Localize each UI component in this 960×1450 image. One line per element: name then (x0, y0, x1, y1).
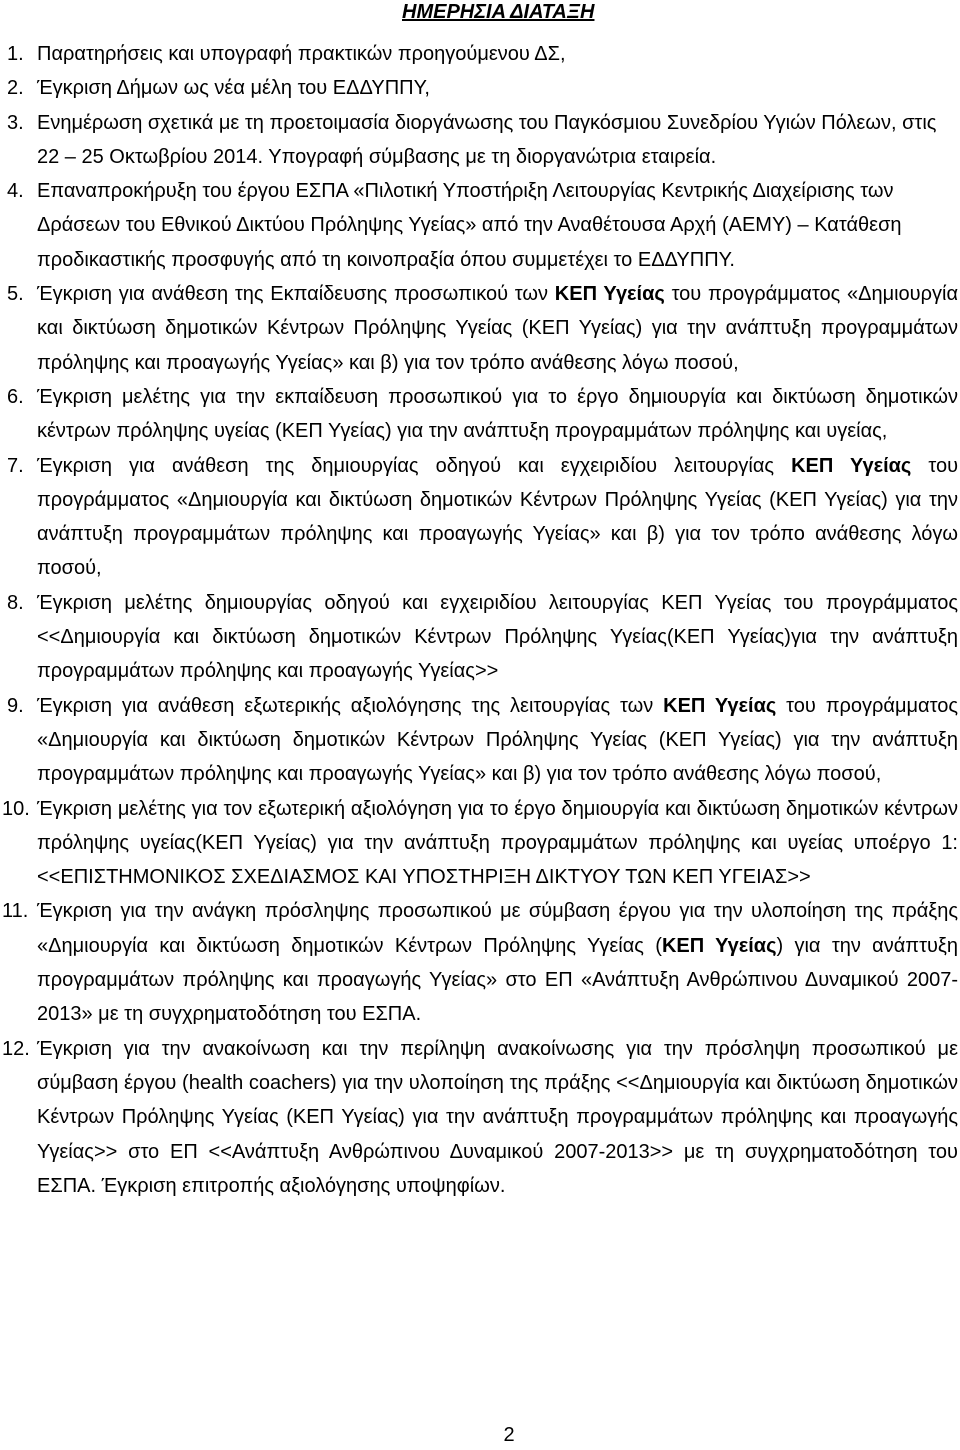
agenda-item-text-part: Ενημέρωση σχετικά με τη προετοιμασία διοργάνωσης του Παγκόσμιου Συνεδρίου Υγιών Πόλεων, στις 22 – 25 Οκτωβρίου 2014. Υπογραφή σύμβασης με τη διοργανώτρια εταιρεία. (37, 111, 937, 168)
kep-health-emphasis: ΚΕΠ Υγείας (661, 934, 777, 957)
agenda-item-text-part: Έγκριση για ανάθεση της Εκπαίδευσης προσωπικού των (37, 283, 555, 306)
agenda-title: ΗΜΕΡΗΣΙΑ ΔΙΑΤΑΞΗ (402, 1, 595, 23)
agenda-item-number: 12. (2, 1037, 30, 1060)
agenda-item-2 (0, 71, 958, 105)
agenda-list (0, 37, 958, 1203)
agenda-item-text (37, 174, 958, 277)
agenda-item-text-part: Έγκριση για την ανάγκη πρόσληψης προσωπικού με σύμβαση έργου για την υλοποίηση της πράξης «Δημιουργία και δικτύωση δημοτικών Κέντρων Πρόληψης Υγείας ( (37, 900, 958, 957)
agenda-item-number: 4. (7, 180, 24, 203)
agenda-item-7 (0, 449, 958, 586)
agenda-item-5 (0, 277, 958, 380)
kep-health-emphasis: ΚΕΠ Υγείας (791, 454, 912, 477)
kep-health-emphasis: ΚΕΠ Υγείας (554, 283, 665, 306)
agenda-item-text (37, 380, 958, 449)
agenda-item-8 (0, 586, 958, 689)
page-number: 2 (503, 1424, 515, 1446)
agenda-item-number: 10. (2, 797, 30, 820)
kep-health-emphasis: ΚΕΠ Υγείας (663, 694, 777, 717)
agenda-item-text (37, 277, 958, 380)
agenda-item-9 (0, 689, 958, 792)
agenda-item-text-part: Έγκριση για ανάθεση της δημιουργίας οδηγού και εγχειριδίου λειτουργίας (37, 454, 792, 477)
agenda-item-text-part: ) για την ανάπτυξη προγραμμάτων πρόληψης και προαγωγής Υγείας» στο ΕΠ «Ανάπτυξη Ανθρώπινου Δυναμικού 2007-2013» με τη συγχρηματοδότηση του ΕΣΠΑ. (37, 934, 958, 1026)
agenda-item-number: 6. (7, 385, 24, 408)
agenda-item-text-part: του προγράμματος «Δημιουργία και δικτύωση δημοτικών Κέντρων Πρόληψης Υγείας (ΚΕΠ Υγείας) για την ανάπτυξη προγραμμάτων πρόληψης και προαγωγής Υγείας» και β) για τον τρόπο ανάθεσης λόγω ποσού, (37, 283, 959, 374)
agenda-item-11 (0, 894, 958, 1031)
agenda-item-12 (0, 1032, 958, 1203)
agenda-item-6 (0, 380, 958, 449)
agenda-item-text (37, 71, 958, 105)
agenda-item-1 (0, 37, 958, 71)
agenda-item-text (37, 106, 958, 175)
agenda-item-number: 1. (7, 43, 24, 65)
agenda-item-number: 9. (7, 694, 24, 717)
agenda-item-text (37, 894, 958, 1031)
agenda-item-number: 11. (2, 900, 29, 923)
agenda-item-text (37, 689, 958, 792)
agenda-item-number: 2. (7, 77, 24, 100)
agenda-item-text-part: Έγκριση για ανάθεση εξωτερικής αξιολόγησης της λειτουργίας των (37, 694, 664, 717)
agenda-item-text (37, 586, 958, 689)
agenda-item-text (37, 37, 958, 71)
agenda-item-number: 8. (7, 591, 24, 614)
agenda-item-text (37, 449, 958, 586)
agenda-item-text-part: Έγκριση Δήμων ως νέα μέλη του ΕΔΔΥΠΠΥ, (37, 77, 430, 100)
agenda-item-text-part: Έγκριση μελέτης για την εκπαίδευση προσωπικού για το έργο δημιουργία και δικτύωση δημοτικών κέντρων πρόληψης υγείας (ΚΕΠ Υγείας) για την ανάπτυξη προγραμμάτων πρόληψης και υγείας, (37, 385, 958, 443)
agenda-item-10 (0, 792, 958, 895)
agenda-item-number: 7. (7, 454, 24, 477)
agenda-item-number: 3. (7, 111, 24, 134)
agenda-item-text (37, 792, 958, 895)
agenda-item-text-part: Έγκριση για την ανακοίνωση και την περίληψη ανακοίνωσης για την πρόσληψη προσωπικού με σύμβαση έργου (health coachers) για την υλοποίηση της πράξης <<Δημιουργία και δικτύωση δημοτικών Κέντρων Πρόληψης Υγείας (ΚΕΠ Υγείας) για την ανάπτυξη προγραμμάτων πρόληψης και προαγωγής Υγείας>> στο ΕΠ <<Ανάπτυξη Ανθρώπινου Δυναμικού 2007-2013>> με τη συγχρηματοδότηση του ΕΣΠΑ. Έγκριση επιτροπής αξιολόγησης υποψηφίων. (37, 1037, 958, 1197)
agenda-item-text-part: Επαναπροκήρυξη του έργου ΕΣΠΑ «Πιλοτική Υποστήριξη Λειτουργίας Κεντρικής Διαχείρισης των Δράσεων του Εθνικού Δικτύου Πρόληψης Υγείας» από την Αναθέτουσα Αρχή (ΑΕΜΥ) – Κατάθεση προδικαστικής προσφυγής από τη κοινοπραξία όπου συμμετέχει το ΕΔΔΥΠΠΥ. (37, 180, 902, 271)
agenda-item-4 (0, 174, 958, 277)
agenda-item-number: 5. (7, 283, 24, 306)
agenda-item-text-part: του προγράμματος «Δημιουργία και δικτύωση δημοτικών Κέντρων Πρόληψης Υγείας (ΚΕΠ Υγείας) για την ανάπτυξη προγραμμάτων πρόληψης και προαγωγής Υγείας» και β) για τον τρόπο ανάθεσης λόγω ποσού, (37, 454, 959, 580)
agenda-item-text-part: Έγκριση μελέτης δημιουργίας οδηγού και εγχειριδίου λειτουργίας ΚΕΠ Υγείας του προγράμματος <<Δημιουργία και δικτύωση δημοτικών Κέντρων Πρόληψης Υγείας(ΚΕΠ Υγείας)για την ανάπτυξη προγραμμάτων πρόληψης και προαγωγής Υγείας>> (37, 591, 958, 683)
agenda-item-text-part: Παρατηρήσεις και υπογραφή πρακτικών προηγούμενου ΔΣ, (37, 43, 566, 65)
agenda-item-text (37, 1032, 958, 1203)
agenda-item-3 (0, 106, 958, 175)
agenda-item-text-part: του προγράμματος «Δημιουργία και δικτύωση δημοτικών Κέντρων Πρόληψης Υγείας (ΚΕΠ Υγείας) για την ανάπτυξη προγραμμάτων πρόληψης και προαγωγής Υγείας» και β) για τον τρόπο ανάθεσης λόγω ποσού, (37, 694, 958, 786)
agenda-item-text-part: Έγκριση μελέτης για τον εξωτερική αξιολόγηση για το έργο δημιουργία και δικτύωση δημοτικών κέντρων πρόληψης υγείας(ΚΕΠ Υγείας) για την ανάπτυξη προγραμμάτων πρόληψης και υγείας υποέργο 1:<<ΕΠΙΣΤΗΜΟΝΙΚΟΣ ΣΧΕΔΙΑΣΜΟΣ ΚΑΙ ΥΠΟΣΤΗΡΙΞΗ ΔΙΚΤΥΟΥ ΤΩΝ ΚΕΠ ΥΓΕΙΑΣ>> (37, 797, 958, 889)
